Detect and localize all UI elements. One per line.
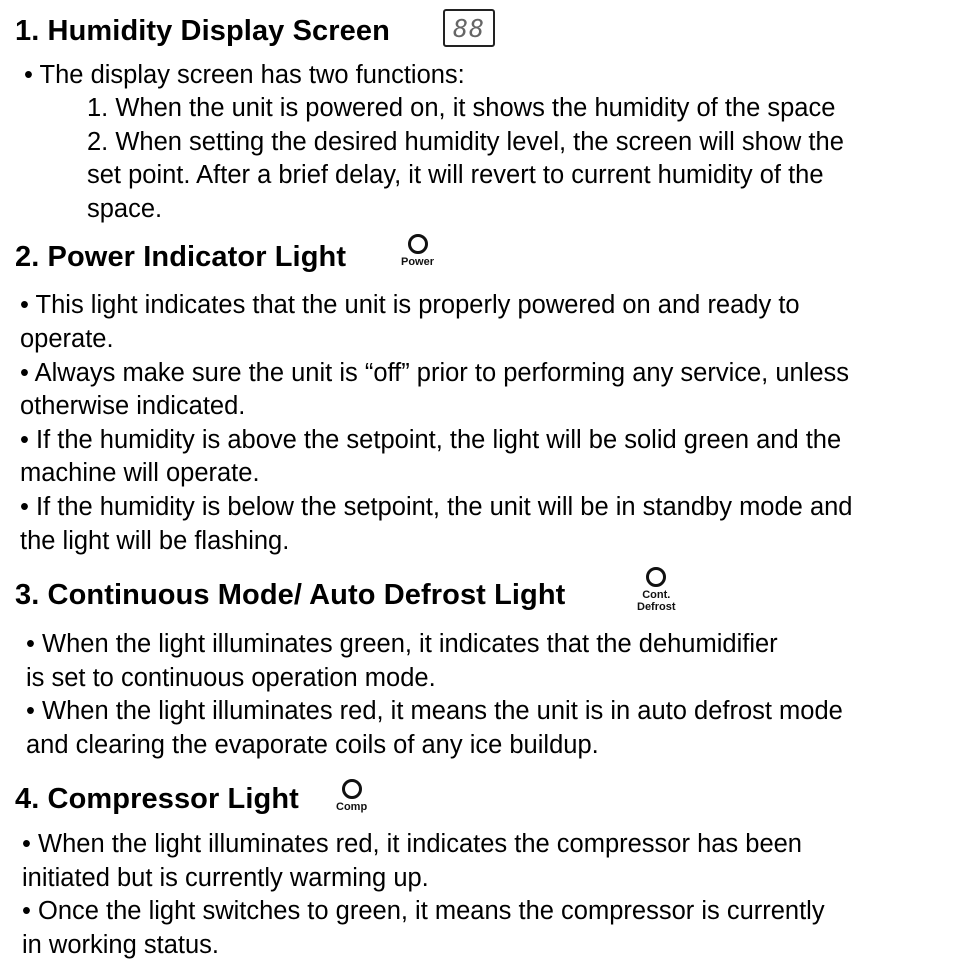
bullet-line: • If the humidity is above the setpoint, the light will be solid green and the [20,426,842,454]
numbered-line-cont: set point. After a brief delay, it will revert to current humidity of the [87,161,824,189]
icon-label-line1: Cont. [642,589,671,601]
numbered-line-cont: space. [87,195,163,223]
bullet-line: • Always make sure the unit is “off” prior to performing any service, unless [20,359,850,387]
bullet-line-cont: otherwise indicated. [20,392,246,420]
bullet-line: • Once the light switches to green, it means the compressor is currently [22,897,825,925]
section-heading: 3. Continuous Mode/ Auto Defrost Light [15,579,566,611]
icon-label: Power [401,256,435,268]
icon-label: Comp [336,801,368,813]
power-indicator-icon [401,234,434,268]
numbered-line: 1. When the unit is powered on, it shows the humidity of the space [87,94,836,122]
bullet-line-cont: operate. [20,325,114,353]
bullet-line: • This light indicates that the unit is properly powered on and ready to [20,291,800,319]
bullet-line: • The display screen has two functions: [24,61,465,89]
bullet-line-cont: initiated but is currently warming up. [22,864,429,892]
indicator-ring-icon [646,567,666,587]
section-heading: 4. Compressor Light [15,783,299,815]
bullet-line: • When the light illuminates red, it means the unit is in auto defrost mode [26,697,843,725]
compressor-indicator-icon [336,779,367,813]
bullet-line: • When the light illuminates green, it indicates that the dehumidifier [26,630,778,658]
bullet-line: • If the humidity is below the setpoint, the unit will be in standby mode and [20,493,853,521]
indicator-ring-icon [342,779,362,799]
indicator-ring-icon [408,234,428,254]
cont-defrost-indicator-icon [637,567,676,613]
seven-segment-display-icon [443,9,495,47]
display-glyph: 88 [452,13,486,43]
section-heading: 2. Power Indicator Light [15,241,347,273]
bullet-line-cont: the light will be flashing. [20,527,290,555]
bullet-line-cont: and clearing the evaporate coils of any ice buildup. [26,731,599,759]
bullet-line-cont: is set to continuous operation mode. [26,664,436,692]
icon-label-line2: Defrost [637,601,676,613]
bullet-line-cont: machine will operate. [20,459,260,487]
bullet-line-cont: in working status. [22,931,220,959]
section-heading: 1. Humidity Display Screen [15,15,390,47]
numbered-line: 2. When setting the desired humidity level, the screen will show the [87,128,844,156]
bullet-line: • When the light illuminates red, it indicates the compressor has been [22,830,802,858]
